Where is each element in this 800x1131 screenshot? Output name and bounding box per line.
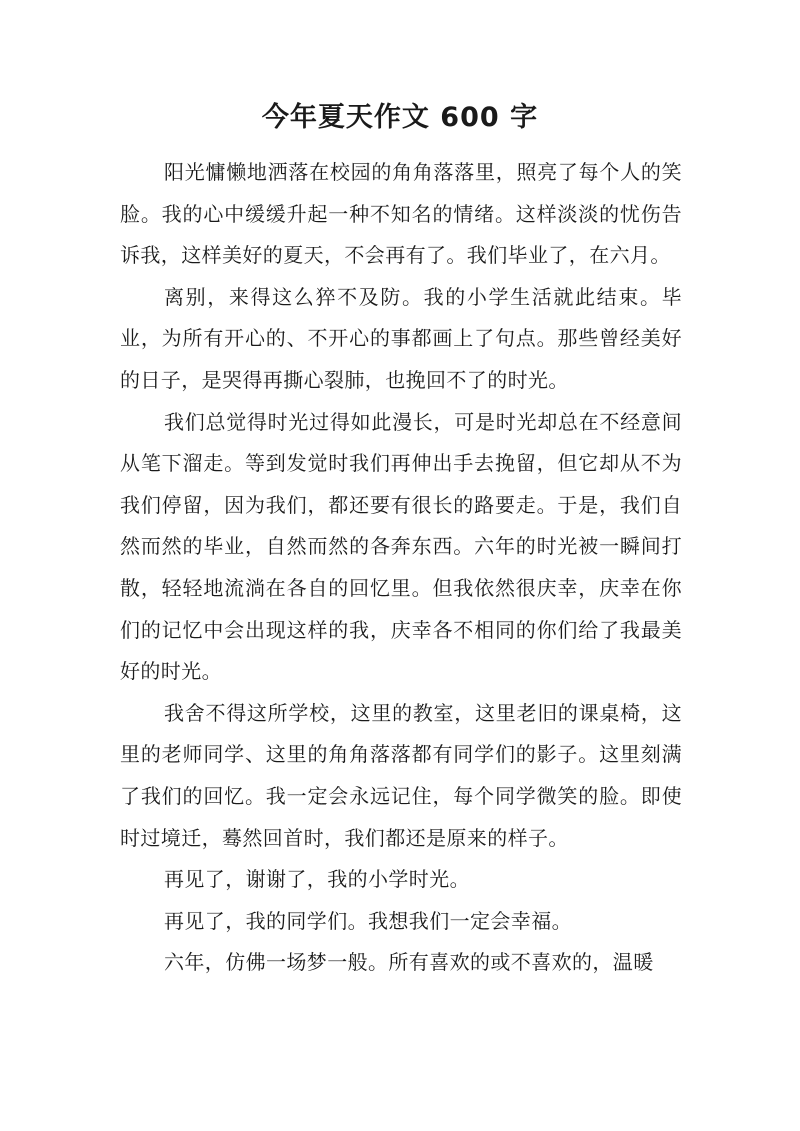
paragraph-5: 再见了，谢谢了，我的小学时光。 [164, 867, 470, 892]
paragraph-2: 离别，来得这么猝不及防。我的小学生活就此结束。毕业，为所有开心的、不开心的事都画上了句点。那些曾经美好的日子，是哭得再撕心裂肺，也挽回不了的时光。 [120, 284, 682, 392]
document-title: 今年夏天作文 600 字 [261, 102, 539, 133]
paragraph-6: 再见了，我的同学们。我想我们一定会幸福。 [164, 908, 572, 933]
paragraph-4: 我舍不得这所学校，这里的教室，这里老旧的课桌椅，这里的老师同学、这里的角角落落都有同学们的影子。这里刻满了我们的回忆。我一定会永远记住，每个同学微笑的脸。即使时过境迁，蓦然回首时，我们都还是原来的样子。 [120, 700, 682, 850]
paragraph-1: 阳光慵懒地洒落在校园的角角落落里，照亮了每个人的笑脸。我的心中缓缓升起一种不知名的情绪。这样淡淡的忧伤告诉我，这样美好的夏天，不会再有了。我们毕业了，在六月。 [120, 160, 682, 268]
document-body [120, 152, 682, 984]
paragraph-3: 我们总觉得时光过得如此漫长，可是时光却总在不经意间从笔下溜走。等到发觉时我们再伸出手去挽留，但它却从不为我们停留，因为我们，都还要有很长的路要走。于是，我们自然而然的毕业，自然而然的各奔东西。六年的时光被一瞬间打散，轻轻地流淌在各自的回忆里。但我依然很庆幸，庆幸在你们的记忆中会出现这样的我，庆幸各不相同的你们给了我最美好的时光。 [120, 409, 682, 684]
paragraph-7: 六年，仿佛一场梦一般。所有喜欢的或不喜欢的，温暖 [164, 950, 654, 975]
